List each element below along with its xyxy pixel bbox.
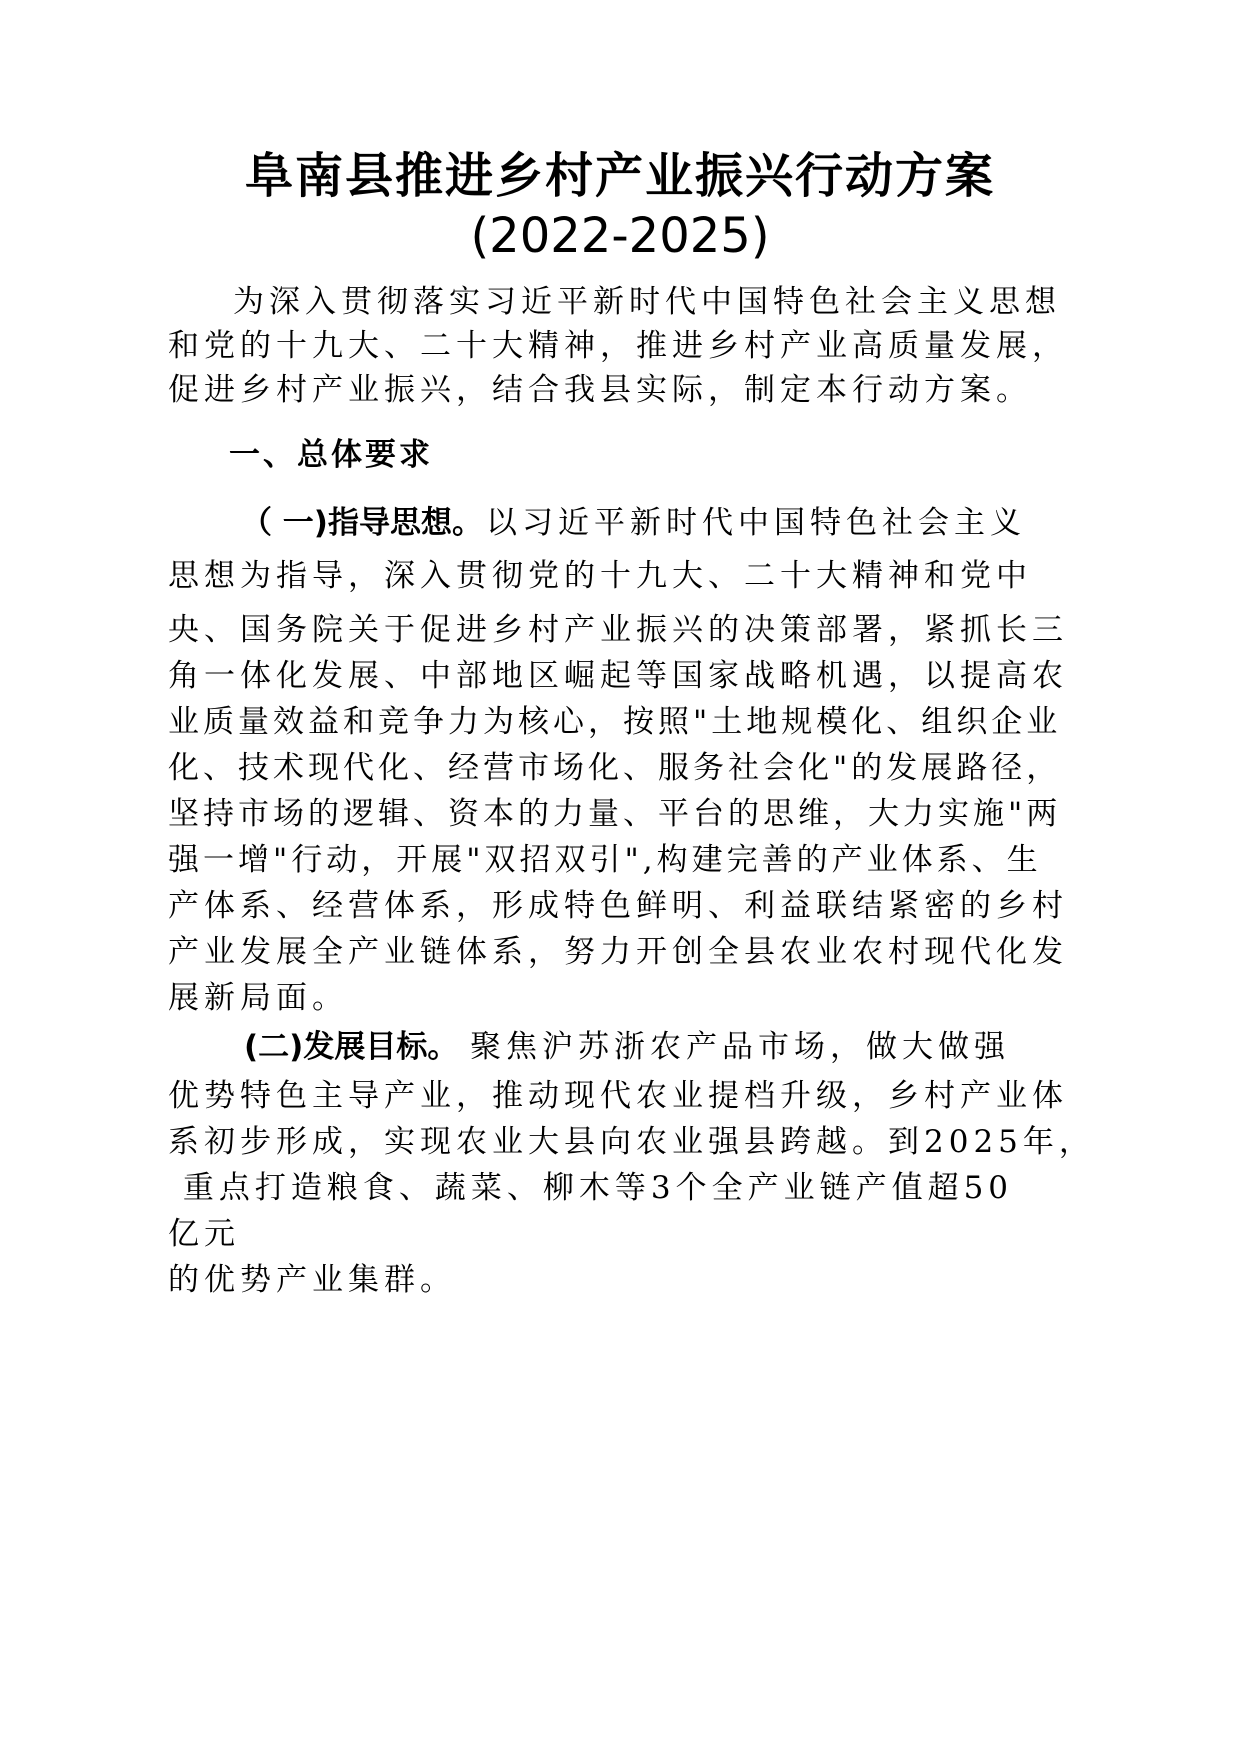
document-subtitle-years: (2022-2025) — [470, 208, 770, 264]
para2-first-line-text: 聚焦沪苏浙农产品市场，做大做强 — [470, 1029, 1010, 1065]
para1-line: 产体系、经营体系，形成特色鲜明、利益联结紧密的乡村 — [168, 888, 1068, 924]
para1-line: 展新局面。 — [168, 980, 348, 1016]
para2-line: 系初步形成，实现农业大县向农业强县跨越。到2025年， — [168, 1124, 1095, 1160]
para2-line: 重点打造粮食、蔬菜、柳木等3个全产业链产值超50 — [168, 1170, 1014, 1206]
para1-line: 坚持市场的逻辑、资本的力量、平台的思维，大力实施"两 — [168, 796, 1062, 832]
para1-line: 业质量效益和竞争力为核心，按照"土地规模化、组织企业 — [168, 704, 1062, 740]
intro-line: 和党的十九大、二十大精神，推进乡村产业高质量发展， — [168, 328, 1068, 364]
intro-line: 促进乡村产业振兴，结合我县实际，制定本行动方案。 — [168, 372, 1032, 408]
para1-line: 强一增"行动，开展"双招双引",构建完善的产业体系、生 — [168, 842, 1042, 878]
para1-line: 角一体化发展、中部地区崛起等国家战略机遇，以提高农 — [168, 658, 1068, 694]
section-heading: 一、总体要求 — [229, 437, 433, 473]
para2-line: 的优势产业集群。 — [168, 1262, 456, 1298]
para1-label: （ 一)指导思想。 — [241, 505, 483, 541]
para2-label: (二)发展目标。 — [244, 1029, 459, 1065]
para1-line: 化、技术现代化、经营市场化、服务社会化"的发展路径， — [168, 750, 1062, 786]
para1-line: 思想为指导，深入贯彻党的十九大、二十大精神和党中 — [168, 558, 1032, 594]
document-title: 阜南县推进乡村产业振兴行动方案 — [244, 148, 995, 204]
para2-line: 亿元 — [168, 1216, 240, 1252]
intro-line: 为深入贯彻落实习近平新时代中国特色社会主义思想 — [233, 284, 1061, 320]
para1-line: 央、国务院关于促进乡村产业振兴的决策部署，紧抓长三 — [168, 612, 1068, 648]
para2-line: 优势特色主导产业，推动现代农业提档升级，乡村产业体 — [168, 1078, 1068, 1114]
para1-first-line-text: 以习近平新时代中国特色社会主义 — [486, 505, 1026, 541]
para1-line: 产业发展全产业链体系，努力开创全县农业农村现代化发 — [168, 934, 1068, 970]
